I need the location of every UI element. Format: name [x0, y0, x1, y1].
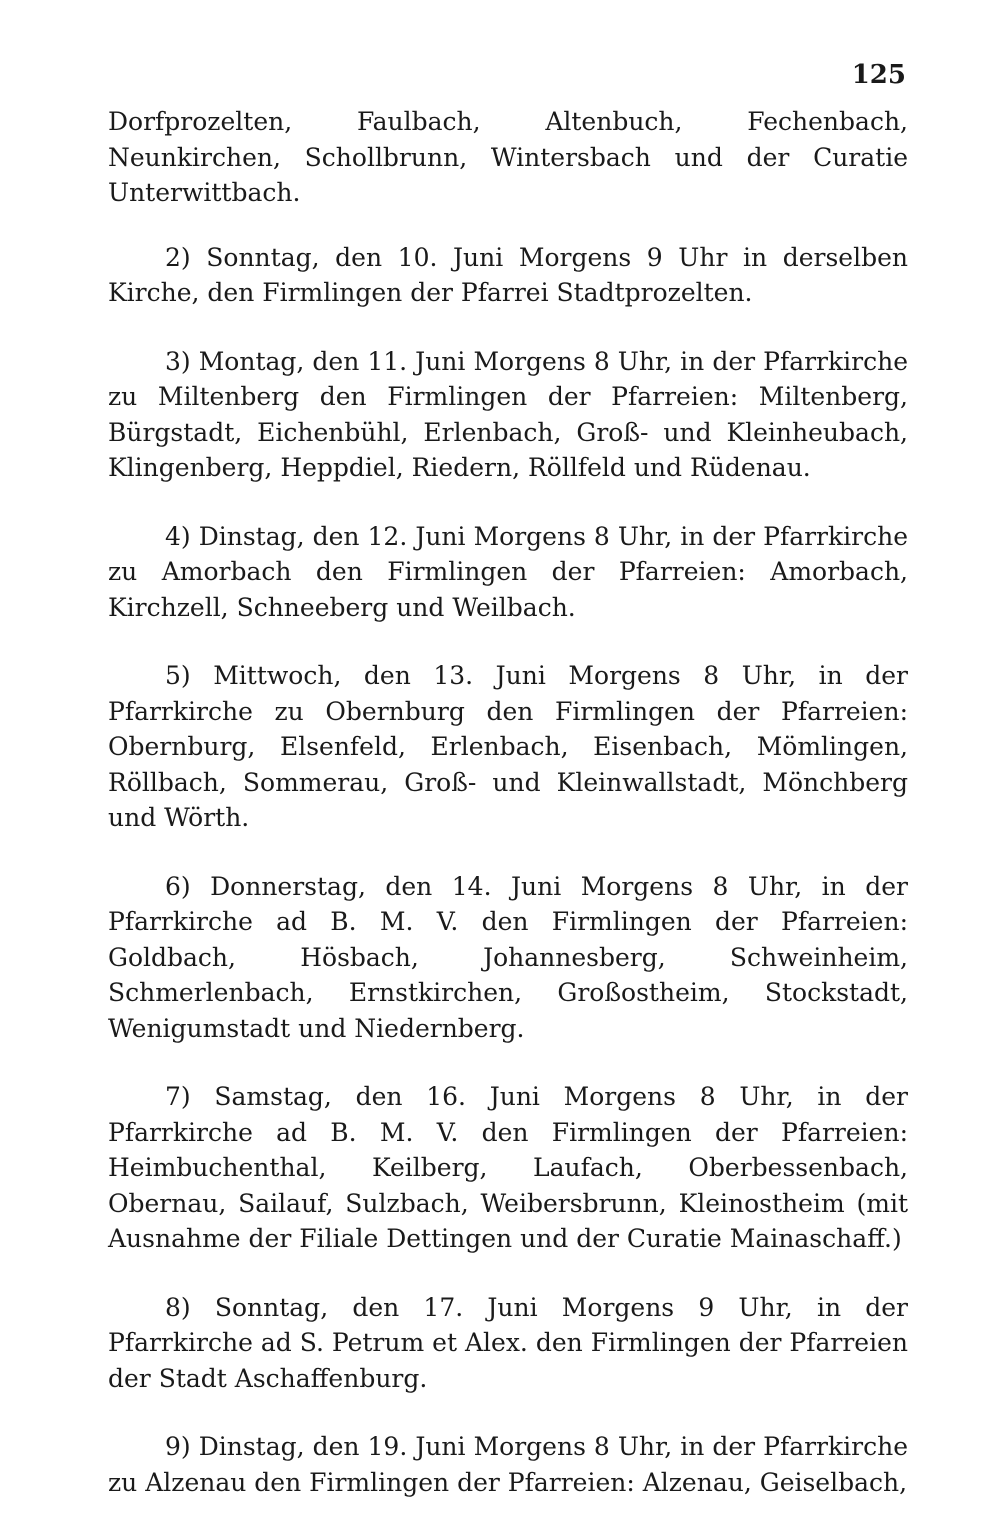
paragraph-item-3: 3) Montag, den 11. Juni Morgens 8 Uhr, in der Pfarrkirche zu Miltenberg den Firmlingen der Pfarreien: Miltenberg, Bürgstadt, Eichenbühl, Erlenbach, Groß- und Kleinheubach, Klingenberg, Heppdiel, Riedern, Röllfeld und Rüdenau. [108, 346, 908, 482]
paragraph-item-4: 4) Dinstag, den 12. Juni Morgens 8 Uhr, in der Pfarrkirche zu Amorbach den Firmlingen der Pfarreien: Amorbach, Kirchzell, Schneeberg und Weilbach. [108, 521, 908, 622]
paragraph-item-8: 8) Sonntag, den 17. Juni Morgens 9 Uhr, in der Pfarrkirche ad S. Petrum et Alex. den Firmlingen der Pfarreien der Stadt Aschaffenburg. [108, 1292, 908, 1393]
document-body [108, 104, 908, 1533]
paragraph-item-5: 5) Mittwoch, den 13. Juni Morgens 8 Uhr, in der Pfarrkirche zu Obernburg den Firmlingen der Pfarreien: Obernburg, Elsenfeld, Erlenbach, Eisenbach, Mömlingen, Röllbach, Sommerau, Groß- und Kleinwallstadt, Mönchberg und Wörth. [108, 661, 908, 832]
paragraph-continuation: Dorfprozelten, Faulbach, Altenbuch, Fechenbach, Neunkirchen, Schollbrunn, Wintersbach und der Curatie Unterwittbach. [108, 107, 908, 207]
page-number: 125 [851, 60, 906, 90]
paragraph-item-7: 7) Samstag, den 16. Juni Morgens 8 Uhr, in der Pfarrkirche ad B. M. V. den Firmlingen der Pfarreien: Heimbuchenthal, Keilberg, Laufach, Oberbessenbach, Obernau, Sailauf, Sulzbach, Weibersbrunn, Kleinostheim (mit Ausnahme der Filiale Dettingen und der Curatie Mainaschaff.) [108, 1082, 908, 1253]
paragraph-item-6: 6) Donnerstag, den 14. Juni Morgens 8 Uhr, in der Pfarrkirche ad B. M. V. den Firmlingen der Pfarreien: Goldbach, Hösbach, Johannesberg, Schweinheim, Schmerlenbach, Ernstkirchen, Großostheim, Stockstadt, Wenigumstadt und Niedernberg. [108, 871, 908, 1043]
paragraph-item-9: 9) Dinstag, den 19. Juni Morgens 8 Uhr, in der Pfarrkirche zu Alzenau den Firmlingen der Pfarreien: Alzenau, Geiselbach, [108, 1432, 908, 1497]
paragraph-item-2: 2) Sonntag, den 10. Juni Morgens 9 Uhr in derselben Kirche, den Firmlingen der Pfarrei Stadtprozelten. [108, 242, 908, 307]
